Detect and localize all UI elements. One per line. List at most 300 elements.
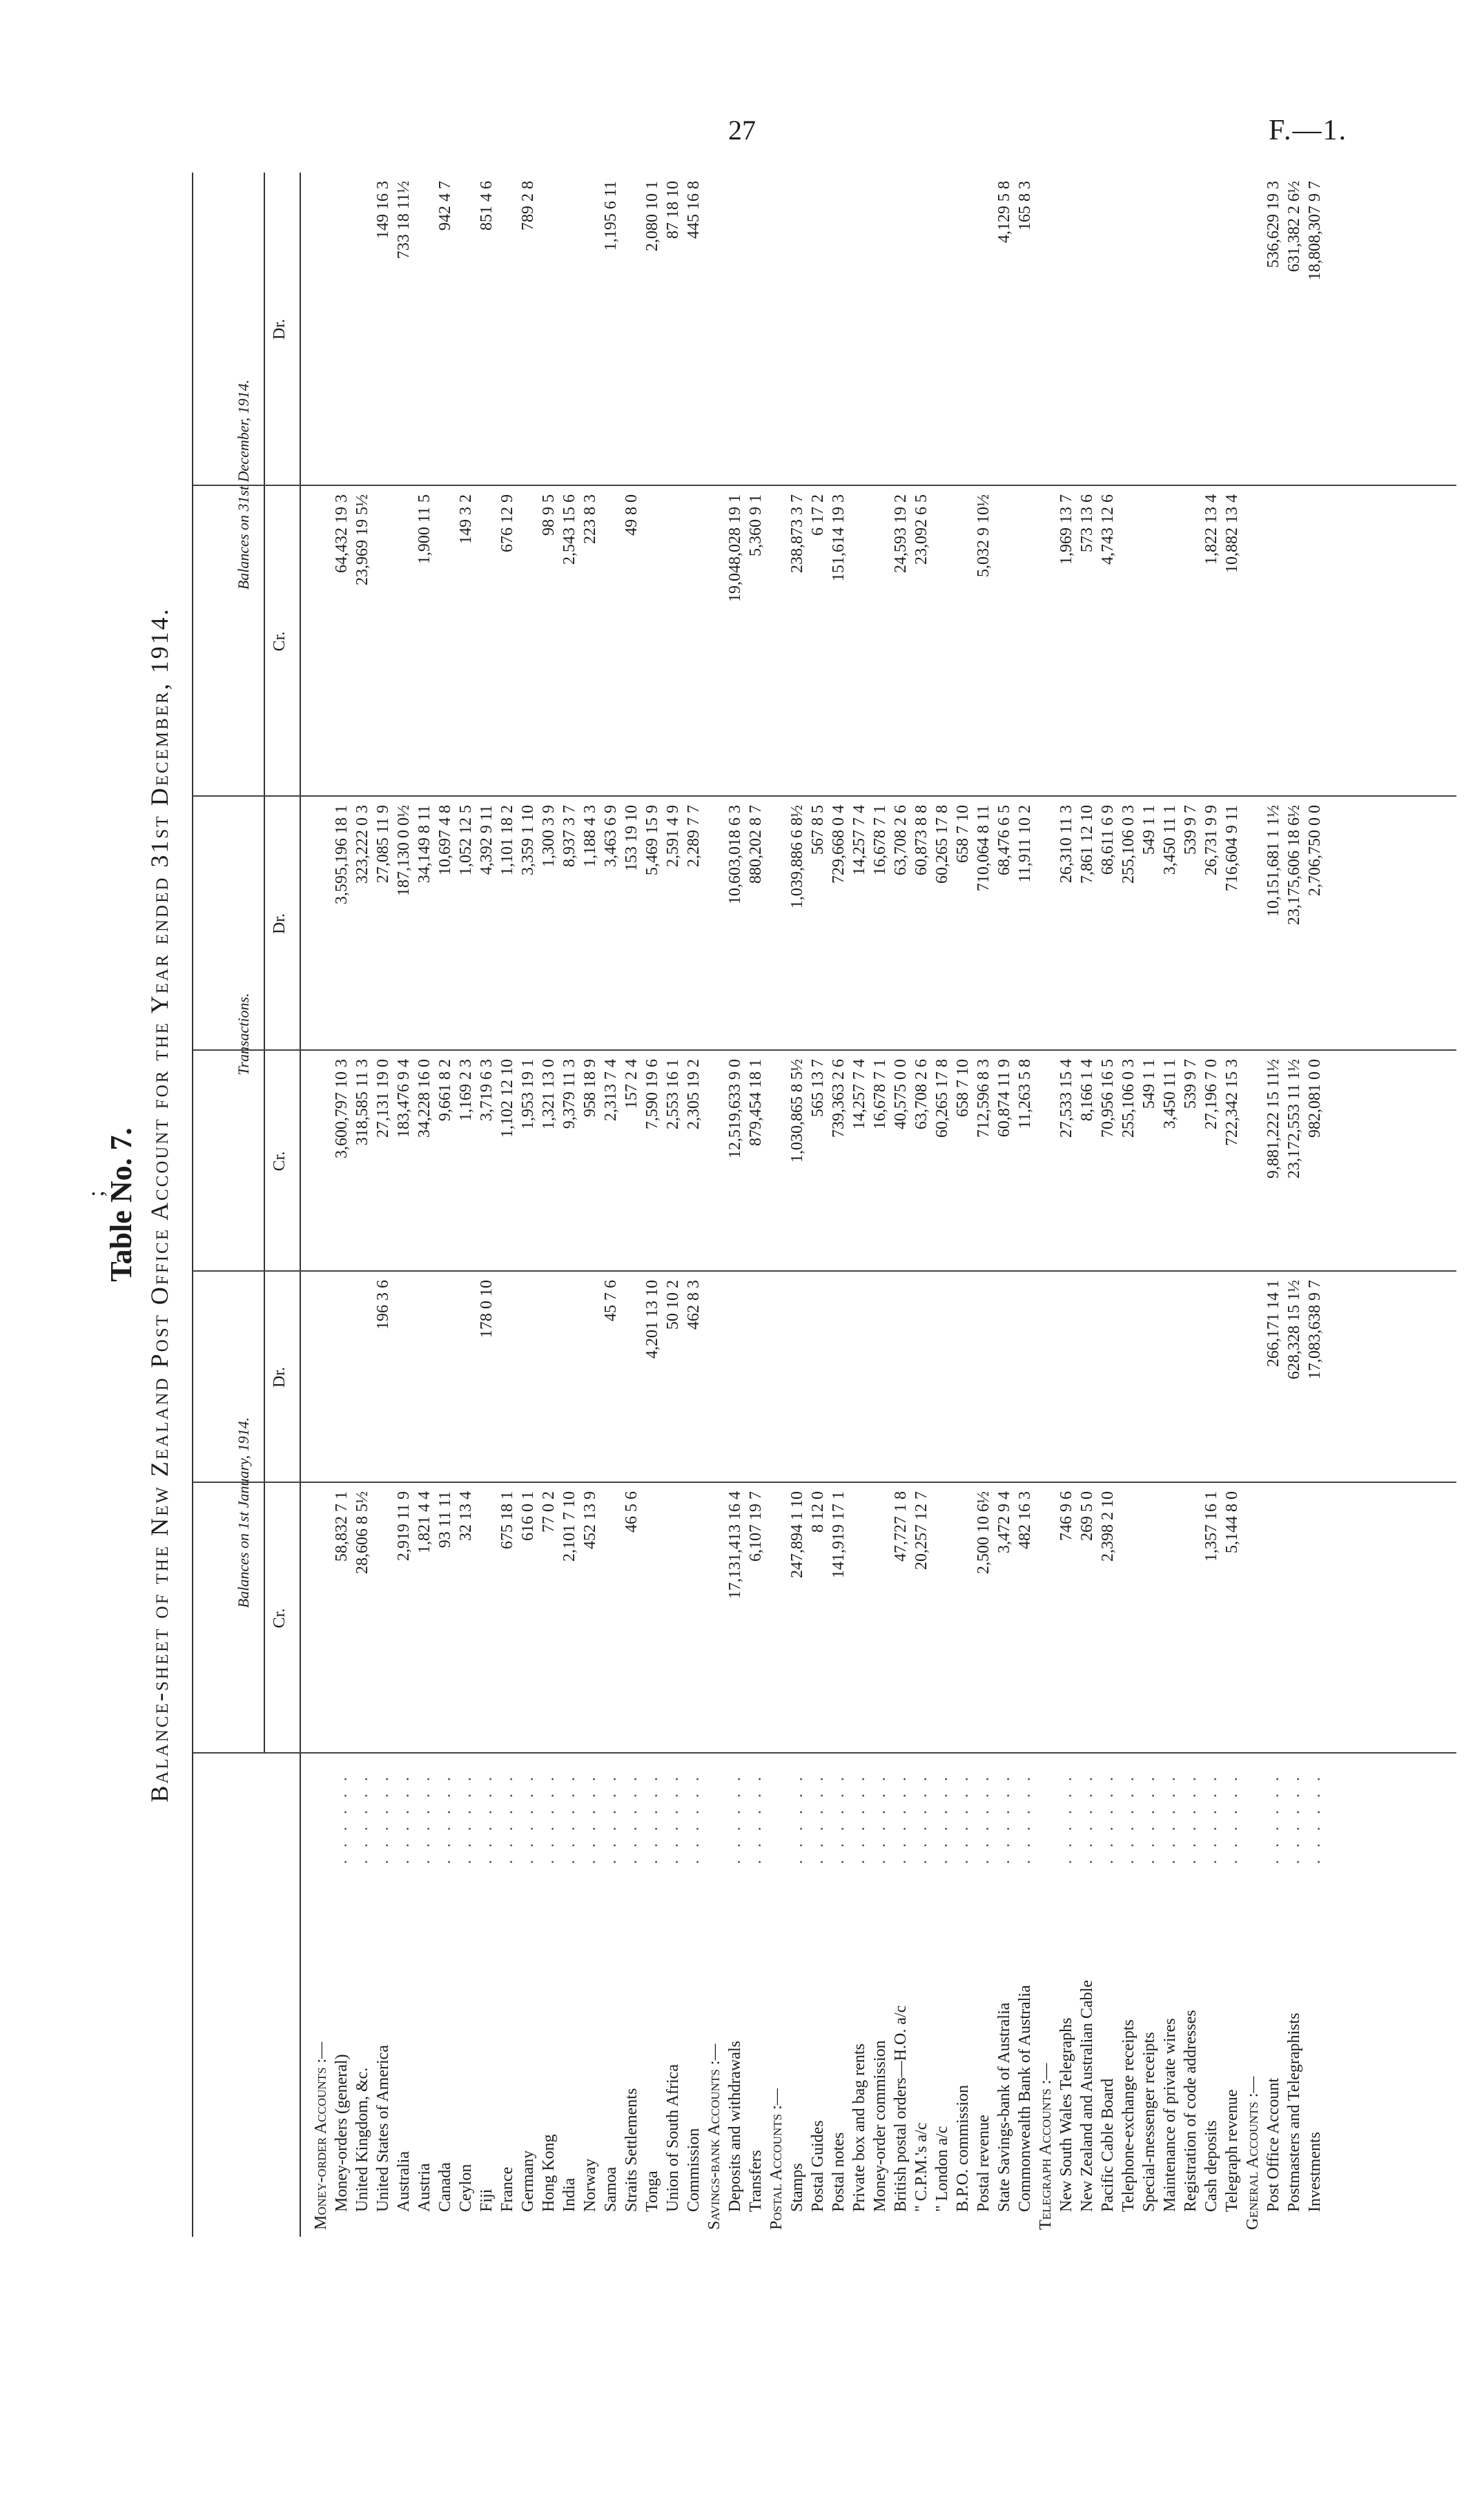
amount-c4: 1,039,886 6 8½ — [788, 805, 806, 909]
leader-dots: . . . . . . — [1078, 1773, 1096, 1864]
amount-c6 — [1139, 173, 1160, 486]
rule-top — [192, 173, 193, 2237]
amount-c1 — [1180, 1483, 1201, 1754]
amount-c1: 2,101 7 10 — [560, 1491, 578, 1562]
table-row — [849, 173, 870, 2237]
table-row — [518, 173, 538, 2237]
amount-c6 — [953, 173, 973, 486]
amount-c4: 323,222 0 3 — [353, 805, 371, 884]
amount-c3: 60,874 11 9 — [995, 1059, 1013, 1138]
amount-c3: 1,102 12 10 — [498, 1059, 516, 1138]
leader-dots: . . . . . . — [643, 1773, 661, 1864]
amount-c2 — [518, 1272, 538, 1483]
amount-c1: 1,357 16 1 — [1202, 1491, 1220, 1562]
leader-dots: . . . . . . — [1306, 1773, 1324, 1864]
table-row — [663, 173, 683, 2237]
table-row — [414, 173, 435, 2237]
amount-c1: 2,500 10 6½ — [975, 1491, 993, 1574]
row-label: New Zealand and Australian Cable — [1078, 1980, 1096, 2212]
amount-c4: 2,706,750 0 0 — [1306, 805, 1324, 896]
amount-c6: 18,808,307 9 7 — [1306, 181, 1324, 280]
amount-c4: 2,289 7 7 — [685, 805, 703, 867]
amount-c3: 2,553 16 1 — [664, 1059, 682, 1129]
amount-c1: 675 18 1 — [498, 1491, 516, 1549]
table-row — [725, 173, 745, 2237]
table-row — [932, 173, 953, 2237]
row-label: Telegraph revenue — [1223, 2089, 1241, 2212]
amount-c3: 16,678 7 1 — [871, 1059, 889, 1129]
amount-c6: 165 8 3 — [1016, 181, 1034, 231]
amount-c6 — [559, 173, 580, 486]
amount-c2 — [1139, 1272, 1160, 1483]
amount-c2 — [745, 1272, 766, 1483]
row-label: State Savings-bank of Australia — [995, 2002, 1013, 2212]
row-label: Postal Accounts :— — [768, 2088, 785, 2230]
header-dr: Dr. — [271, 1367, 289, 1388]
amount-c1: 8 12 0 — [809, 1491, 827, 1533]
amount-c2: 45 7 6 — [602, 1280, 620, 1321]
amount-c1: 452 13 9 — [581, 1491, 599, 1549]
row-label: Austria — [416, 2163, 433, 2212]
page-reference: F.—1. — [1269, 115, 1347, 146]
amount-c5 — [663, 486, 683, 797]
amount-c1 — [1284, 1483, 1305, 1754]
amount-c1 — [1118, 1483, 1139, 1754]
leader-dots: . . . . . . — [519, 1773, 537, 1864]
leader-dots: . . . . . . — [892, 1773, 910, 1864]
amount-c1: 5,144 8 0 — [1223, 1491, 1241, 1553]
table-row — [1180, 173, 1201, 2237]
amount-c5: 6 17 2 — [809, 494, 827, 536]
amount-c3: 183,476 9 4 — [395, 1059, 413, 1138]
amount-c5: 149 3 2 — [457, 494, 475, 544]
table-row — [1201, 173, 1222, 2237]
row-label: Australia — [395, 2151, 413, 2212]
amount-c2 — [932, 1272, 953, 1483]
amount-c1 — [373, 1483, 393, 1754]
amount-c6 — [352, 173, 373, 486]
amount-c4: 549 1 1 — [1140, 805, 1158, 855]
amount-c2 — [559, 1272, 580, 1483]
amount-c1: 247,894 1 10 — [788, 1491, 806, 1578]
row-label: Union of South Africa — [664, 2064, 682, 2212]
amount-c4: 63,708 2 6 — [892, 805, 910, 875]
amount-c5 — [1284, 486, 1305, 797]
leader-dots: . . . . . . — [1202, 1773, 1220, 1864]
table-row — [559, 173, 580, 2237]
amount-c3: 2,313 7 4 — [602, 1059, 620, 1121]
leader-dots: . . . . . . — [871, 1773, 889, 1864]
amount-c4: 60,265 17 8 — [933, 805, 951, 884]
amount-c4: 16,678 7 1 — [871, 805, 889, 875]
table-number: Table No. 7. — [104, 1127, 138, 1282]
table-row — [1160, 173, 1180, 2237]
row-label: B.P.O. commission — [954, 2084, 972, 2212]
amount-c6 — [932, 173, 953, 486]
row-label: Postal revenue — [975, 2115, 993, 2212]
amount-c4: 5,469 15 9 — [643, 805, 661, 875]
group-header-transactions: Transactions. — [235, 993, 252, 1076]
amount-c4: 23,175,606 18 6½ — [1285, 805, 1303, 925]
leader-dots: . . . . . . — [1161, 1773, 1179, 1864]
amount-c6 — [1056, 173, 1077, 486]
amount-c5 — [435, 486, 456, 797]
row-label: Ceylon — [457, 2164, 475, 2212]
amount-c6 — [1222, 173, 1242, 486]
amount-c2 — [1118, 1272, 1139, 1483]
amount-c4: 539 9 7 — [1182, 805, 1200, 855]
amount-c6: 789 2 8 — [519, 181, 537, 231]
rule-groups — [264, 173, 265, 1754]
table-row — [1097, 173, 1118, 2237]
amount-c4: 1,052 12 5 — [457, 805, 475, 875]
amount-c4: 10,697 4 8 — [436, 805, 454, 875]
amount-c4: 255,106 0 3 — [1120, 805, 1138, 884]
amount-c2 — [414, 1272, 435, 1483]
amount-c4: 14,257 7 4 — [850, 805, 868, 875]
amount-c4: 68,476 6 5 — [995, 805, 1013, 875]
amount-c4: 567 8 5 — [809, 805, 827, 855]
row-label: Postal notes — [830, 2132, 848, 2212]
table-row — [1056, 173, 1077, 2237]
amount-c6 — [414, 173, 435, 486]
amount-c3: 255,106 0 3 — [1120, 1059, 1138, 1138]
table-title: Balance-sheet of the New Zealand Post Office Account for the Year ended 31st December, 1914. — [146, 607, 173, 1803]
row-label: Investments — [1306, 2132, 1324, 2212]
table-row — [787, 173, 808, 2237]
amount-c6 — [973, 173, 994, 486]
table-row — [642, 173, 663, 2237]
row-label: " C.P.M.'s a/c — [912, 2122, 930, 2212]
leader-dots: . . . . . . — [1057, 1773, 1075, 1864]
amount-c4: 7,861 12 10 — [1078, 805, 1096, 884]
amount-c6: 733 18 11½ — [395, 181, 413, 260]
row-label: Tonga — [643, 2171, 661, 2212]
row-label: Straits Settlements — [623, 2088, 641, 2212]
amount-c2: 4,201 13 10 — [643, 1280, 661, 1359]
amount-c3: 60,265 17 8 — [933, 1059, 951, 1138]
amount-c6 — [621, 173, 642, 486]
row-label: Stamps — [788, 2163, 806, 2212]
amount-c1: 93 11 11 — [436, 1491, 454, 1549]
amount-c2 — [849, 1272, 870, 1483]
amount-c5: 223 8 3 — [581, 494, 599, 544]
amount-c5: 19,048,028 19 1 — [726, 494, 744, 602]
amount-c5: 573 13 6 — [1078, 494, 1096, 552]
leader-dots: . . . . . . — [954, 1773, 972, 1864]
amount-c1: 32 13 4 — [457, 1491, 475, 1541]
amount-c5: 24,593 19 2 — [892, 494, 910, 573]
amount-c3: 27,533 15 4 — [1057, 1059, 1075, 1138]
amount-c1: 20,257 12 7 — [912, 1491, 930, 1570]
amount-c6 — [1180, 173, 1201, 486]
row-label: France — [498, 2166, 516, 2212]
page-number: 27 — [728, 115, 756, 146]
amount-c2 — [580, 1272, 601, 1483]
amount-c2 — [1097, 1272, 1118, 1483]
amount-c3: 3,450 11 1 — [1161, 1059, 1179, 1129]
amount-c2 — [787, 1272, 808, 1483]
amount-c6 — [745, 173, 766, 486]
header-cr: Cr. — [271, 1151, 289, 1172]
amount-c2 — [538, 1272, 559, 1483]
leader-dots: . . . . . . — [623, 1773, 641, 1864]
amount-c1: 6,107 19 7 — [747, 1491, 765, 1562]
table-row — [331, 173, 352, 2237]
amount-c6 — [1201, 173, 1222, 486]
amount-c5 — [518, 486, 538, 797]
leader-dots: . . . . . . — [581, 1773, 599, 1864]
amount-c2 — [1015, 1272, 1035, 1483]
table-row — [538, 173, 559, 2237]
amount-c3: 9,881,222 15 11½ — [1265, 1059, 1282, 1179]
amount-c5: 676 12 9 — [498, 494, 516, 552]
leader-dots: . . . . . . — [1016, 1773, 1034, 1864]
amount-c3: 12,519,633 9 0 — [726, 1059, 744, 1158]
amount-c1 — [932, 1483, 953, 1754]
table-row — [994, 173, 1015, 2237]
table-row — [1077, 173, 1097, 2237]
amount-c6: 631,382 2 6½ — [1285, 181, 1303, 272]
amount-c3: 27,196 7 0 — [1202, 1059, 1220, 1129]
amount-c6: 536,629 19 3 — [1265, 181, 1282, 268]
amount-c5: 98 9 5 — [540, 494, 558, 536]
header-cr: Cr. — [271, 631, 289, 652]
amount-c6 — [911, 173, 932, 486]
amount-c2 — [435, 1272, 456, 1483]
amount-c1: 2,919 11 9 — [395, 1491, 413, 1562]
amount-c4: 1,188 4 3 — [581, 805, 599, 867]
amount-c6 — [1077, 173, 1097, 486]
leader-dots: . . . . . . — [1285, 1773, 1303, 1864]
table-row — [1305, 173, 1325, 2237]
amount-c6: 1,195 6 11 — [602, 181, 620, 251]
table-row — [828, 173, 849, 2237]
amount-c6: 851 4 6 — [478, 181, 496, 231]
leader-dots: . . . . . . — [933, 1773, 951, 1864]
amount-c1 — [849, 1483, 870, 1754]
amount-c6 — [849, 173, 870, 486]
amount-c6 — [538, 173, 559, 486]
amount-c5: 1,900 11 5 — [416, 494, 433, 565]
amount-c5: 64,432 19 3 — [333, 494, 351, 573]
amount-c1: 746 9 6 — [1057, 1491, 1075, 1541]
row-label: Money-order commission — [871, 2040, 889, 2212]
row-label: Canada — [436, 2162, 454, 2212]
amount-c2 — [828, 1272, 849, 1483]
row-label: Money-order Accounts :— — [312, 2041, 330, 2230]
table-row — [352, 173, 373, 2237]
amount-c2 — [497, 1272, 518, 1483]
amount-c4: 187,130 0 0½ — [395, 805, 413, 896]
amount-c3: 9,379 11 3 — [560, 1059, 578, 1129]
header-dr: Dr. — [271, 913, 289, 934]
amount-c6: 942 4 7 — [436, 181, 454, 231]
amount-c5 — [1305, 486, 1325, 797]
amount-c1: 2,398 2 10 — [1099, 1491, 1117, 1562]
amount-c1 — [683, 1483, 704, 1754]
row-label: Pacific Cable Board — [1099, 2078, 1117, 2212]
leader-dots: . . . . . . — [602, 1773, 620, 1864]
amount-c6: 87 18 10 — [664, 181, 682, 239]
leader-dots: . . . . . . — [416, 1773, 433, 1864]
amount-c2: 17,083,638 9 7 — [1306, 1280, 1324, 1379]
amount-c1 — [663, 1483, 683, 1754]
amount-c5 — [683, 486, 704, 797]
amount-c4: 3,450 11 1 — [1161, 805, 1179, 875]
amount-c4: 710,064 8 11 — [975, 805, 993, 892]
amount-c2 — [725, 1272, 745, 1483]
amount-c5 — [932, 486, 953, 797]
amount-c5: 23,092 6 5 — [912, 494, 930, 565]
amount-c3: 318,585 11 3 — [353, 1059, 371, 1146]
amount-c1 — [1139, 1483, 1160, 1754]
amount-c4: 3,463 6 9 — [602, 805, 620, 867]
amount-c3: 982,081 0 0 — [1306, 1059, 1324, 1138]
amount-c1 — [953, 1483, 973, 1754]
section-heading — [766, 173, 787, 2237]
amount-c5 — [373, 486, 393, 797]
row-label: Germany — [519, 2150, 537, 2212]
amount-c6: 445 16 8 — [685, 181, 703, 239]
row-label: Transfers — [747, 2150, 765, 2212]
amount-c5 — [393, 486, 414, 797]
amount-c5 — [642, 486, 663, 797]
amount-c5 — [1118, 486, 1139, 797]
table-row — [683, 173, 704, 2237]
amount-c5 — [870, 486, 890, 797]
table-row — [1015, 173, 1035, 2237]
group-header-closing: Balances on 31st December, 1914. — [235, 379, 252, 590]
table-row — [973, 173, 994, 2237]
amount-c3: 539 9 7 — [1182, 1059, 1200, 1109]
row-label: British postal orders—H.O. a/c — [892, 2005, 910, 2212]
leader-dots: . . . . . . — [1099, 1773, 1117, 1864]
amount-c3: 63,708 2 6 — [912, 1059, 930, 1129]
leader-dots: . . . . . . — [1223, 1773, 1241, 1864]
table-row — [621, 173, 642, 2237]
amount-c4: 34,149 8 11 — [416, 805, 433, 884]
amount-c1 — [1160, 1483, 1180, 1754]
row-label: " London a/c — [933, 2126, 951, 2212]
amount-c5 — [1139, 486, 1160, 797]
amount-c6: 149 16 3 — [374, 181, 392, 239]
amount-c4: 10,603,018 6 3 — [726, 805, 744, 904]
amount-c3: 2,305 19 2 — [685, 1059, 703, 1129]
amount-c5: 5,360 9 1 — [747, 494, 765, 556]
amount-c5 — [476, 486, 497, 797]
amount-c4: 1,300 3 9 — [540, 805, 558, 867]
amount-c5 — [1160, 486, 1180, 797]
leader-dots: . . . . . . — [498, 1773, 516, 1864]
amount-c6 — [331, 173, 352, 486]
amount-c6 — [870, 173, 890, 486]
section-heading — [1242, 173, 1263, 2237]
leader-dots: . . . . . . — [1182, 1773, 1200, 1864]
row-label: Special-messenger receipts — [1140, 2032, 1158, 2212]
amount-c4: 1,101 18 2 — [498, 805, 516, 875]
amount-c1: 47,727 1 8 — [892, 1491, 910, 1562]
leader-dots: . . . . . . — [685, 1773, 703, 1864]
amount-c4: 729,668 0 4 — [830, 805, 848, 884]
table-row — [456, 173, 476, 2237]
amount-c2 — [1201, 1272, 1222, 1483]
amount-c2 — [994, 1272, 1015, 1483]
row-label: Maintenance of private wires — [1161, 2018, 1179, 2212]
amount-c6: 4,129 5 8 — [995, 181, 1013, 243]
amount-c3: 3,719 6 3 — [478, 1059, 496, 1121]
row-label: Postal Guides — [809, 2120, 827, 2212]
amount-c1 — [601, 1483, 621, 1754]
table-row — [497, 173, 518, 2237]
amount-c4: 60,873 8 8 — [912, 805, 930, 875]
row-label: General Accounts :— — [1244, 2076, 1262, 2230]
margin-mark: ; — [83, 1190, 109, 1197]
amount-c2: 178 0 10 — [478, 1280, 496, 1338]
amount-c2 — [1180, 1272, 1201, 1483]
rule-header — [300, 173, 301, 2237]
amount-c1: 3,472 9 4 — [995, 1491, 1013, 1553]
amount-c3: 1,321 13 0 — [540, 1059, 558, 1129]
amount-c3: 1,953 19 1 — [519, 1059, 537, 1129]
amount-c4: 658 7 10 — [954, 805, 972, 863]
leader-dots: . . . . . . — [333, 1773, 351, 1864]
amount-c3: 40,575 0 0 — [892, 1059, 910, 1129]
amount-c3: 11,263 5 8 — [1016, 1059, 1034, 1129]
amount-c2 — [870, 1272, 890, 1483]
table-row — [1284, 173, 1305, 2237]
amount-c2 — [393, 1272, 414, 1483]
amount-c1: 616 0 1 — [519, 1491, 537, 1541]
amount-c2 — [1160, 1272, 1180, 1483]
amount-c2: 196 3 6 — [374, 1280, 392, 1330]
amount-c2 — [808, 1272, 828, 1483]
amount-c5 — [601, 486, 621, 797]
leader-dots: . . . . . . — [830, 1773, 848, 1864]
table-row — [870, 173, 890, 2237]
amount-c2: 628,328 15 1½ — [1285, 1280, 1303, 1379]
table-row — [890, 173, 911, 2237]
amount-c3: 1,030,865 8 5½ — [788, 1059, 806, 1163]
row-label: New South Wales Telegraphs — [1057, 2017, 1075, 2212]
amount-c5 — [1180, 486, 1201, 797]
amount-c2: 50 10 2 — [664, 1280, 682, 1330]
table-row — [953, 173, 973, 2237]
table-row — [373, 173, 393, 2237]
amount-c4: 10,151,681 1 1½ — [1265, 805, 1282, 917]
leader-dots: . . . . . . — [747, 1773, 765, 1864]
amount-c3: 549 1 1 — [1140, 1059, 1158, 1109]
amount-c5 — [1263, 486, 1284, 797]
amount-c3: 8,166 1 4 — [1078, 1059, 1096, 1121]
amount-c2 — [911, 1272, 932, 1483]
leader-dots: . . . . . . — [374, 1773, 392, 1864]
amount-c3: 712,596 8 3 — [975, 1059, 993, 1138]
amount-c3: 34,228 16 0 — [416, 1059, 433, 1138]
table-row — [1263, 173, 1284, 2237]
row-label: Commonwealth Bank of Australia — [1016, 1985, 1034, 2212]
amount-c4: 880,202 8 7 — [747, 805, 765, 884]
leader-dots: . . . . . . — [809, 1773, 827, 1864]
leader-dots: . . . . . . — [1120, 1773, 1138, 1864]
amount-c5 — [849, 486, 870, 797]
leader-dots: . . . . . . — [726, 1773, 744, 1864]
amount-c6 — [828, 173, 849, 486]
row-label: Money-orders (general) — [333, 2054, 351, 2212]
amount-c2 — [953, 1272, 973, 1483]
leader-dots: . . . . . . — [664, 1773, 682, 1864]
table-row — [476, 173, 497, 2237]
